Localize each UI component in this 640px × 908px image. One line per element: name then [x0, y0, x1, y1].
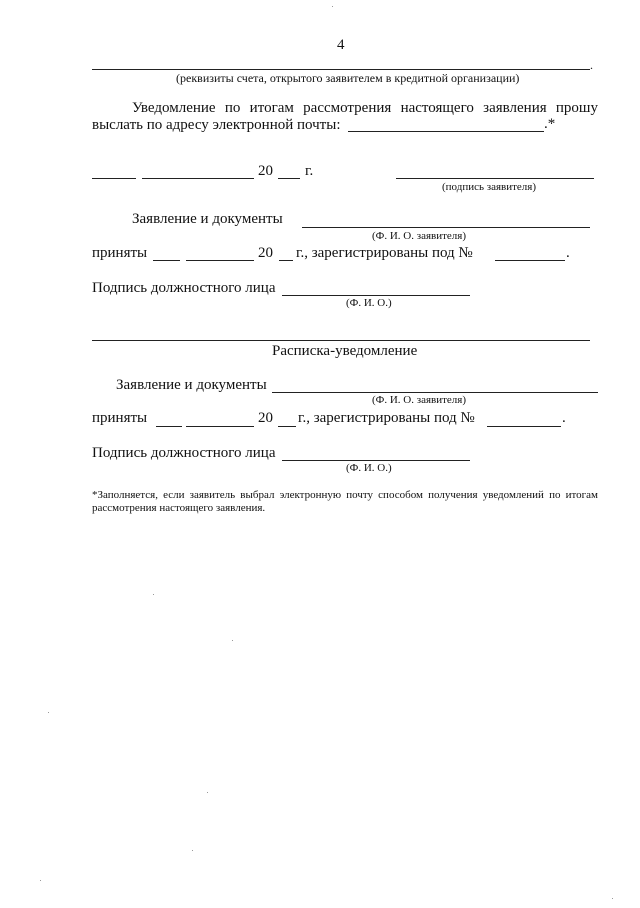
scan-speck	[40, 880, 41, 881]
scan-speck	[207, 792, 208, 793]
receipt-title: Расписка-уведомление	[272, 343, 418, 359]
accepted-label-2: приняты	[92, 410, 148, 426]
date-day-field	[92, 178, 136, 179]
registration-number-field-1	[495, 260, 565, 261]
date-year-field	[278, 178, 300, 179]
date-month-field	[142, 178, 254, 179]
accepted-month-field-2	[186, 426, 254, 427]
accepted-year-field-2	[278, 426, 296, 427]
scan-speck	[332, 6, 333, 7]
scan-speck	[232, 640, 233, 641]
scan-speck	[612, 898, 613, 899]
registered-text-1: г., зарегистрированы под №	[296, 245, 473, 261]
accepted-day-field-1	[153, 260, 180, 261]
registered-end-2: .	[562, 410, 566, 426]
scan-speck	[48, 712, 49, 713]
accepted-year-prefix-2: 20	[258, 410, 273, 426]
official-signature-label-2: Подпись должностного лица	[92, 445, 276, 461]
accepted-day-field-2	[156, 426, 182, 427]
docs-label-1: Заявление и документы	[132, 211, 283, 227]
fio-applicant-caption-1: (Ф. И. О. заявителя)	[372, 230, 467, 242]
accepted-year-field-1	[279, 260, 293, 261]
account-end-mark: .	[590, 58, 593, 72]
section-separator	[92, 340, 590, 341]
notification-end-mark: .*	[544, 116, 556, 132]
official-signature-label-1: Подпись должностного лица	[92, 280, 276, 296]
applicant-signature-caption: (подпись заявителя)	[442, 181, 537, 193]
notification-line-2: выслать по адресу электронной почты:	[92, 117, 341, 133]
official-fio-caption-2: (Ф. И. О.)	[346, 462, 392, 474]
page-number: 4	[337, 37, 345, 53]
registered-text-2: г., зарегистрированы под №	[298, 410, 475, 426]
notification-line-1: Уведомление по итогам рассмотрения настоящего заявления прошу	[132, 100, 598, 116]
accepted-month-field-1	[186, 260, 254, 261]
registered-end-1: .	[566, 245, 570, 261]
date-year-prefix: 20	[258, 163, 273, 179]
docs-label-2: Заявление и документы	[116, 377, 267, 393]
official-fio-caption-1: (Ф. И. О.)	[346, 297, 392, 309]
account-details-line	[92, 69, 590, 70]
accepted-label-1: приняты	[92, 245, 148, 261]
footnote: *Заполняется, если заявитель выбрал электронную почту способом получения уведомлений по итогам рассмотрения настоящего заявления.	[92, 489, 598, 514]
email-field	[348, 131, 544, 132]
accepted-year-prefix-1: 20	[258, 245, 273, 261]
date-year-suffix: г.	[305, 163, 314, 179]
applicant-signature-line	[396, 178, 594, 179]
fio-applicant-caption-2: (Ф. И. О. заявителя)	[372, 394, 467, 406]
scan-speck	[153, 594, 154, 595]
fio-applicant-line-1	[302, 227, 590, 228]
account-caption: (реквизиты счета, открытого заявителем в кредитной организации)	[176, 71, 520, 85]
scan-speck	[192, 850, 193, 851]
registration-number-field-2	[487, 426, 561, 427]
